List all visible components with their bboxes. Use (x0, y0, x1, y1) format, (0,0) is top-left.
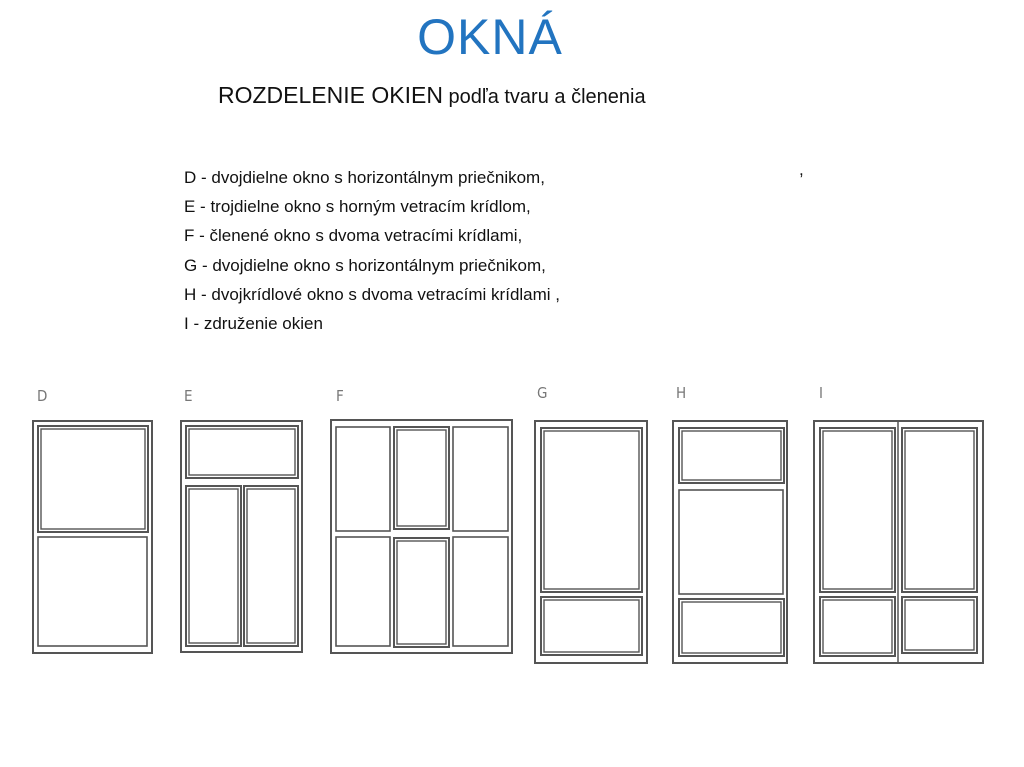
window-sash (820, 597, 895, 656)
window-sash (902, 428, 977, 592)
window-sash-inner (189, 429, 295, 475)
window-diagram-g (535, 421, 647, 663)
window-sash (820, 428, 895, 592)
window-frame (535, 421, 647, 663)
window-sash (394, 538, 449, 647)
window-label-f: F (336, 387, 344, 405)
window-sash-inner (823, 431, 892, 589)
window-frame (673, 421, 787, 663)
window-label-d: D (37, 387, 48, 405)
stray-mark: , (799, 160, 804, 179)
window-pane (38, 537, 147, 646)
list-item: H - dvojkrídlové okno s dvoma vetracími krídlami , (184, 284, 561, 304)
window-sash-inner (247, 489, 295, 643)
window-pane (336, 537, 390, 646)
window-pane (453, 427, 508, 531)
list-item: E - trojdielne okno s horným vetracím krídlom, (184, 197, 531, 217)
window-pane (453, 537, 508, 646)
window-sash-inner (682, 602, 781, 653)
window-label-g: G (537, 384, 548, 402)
window-sash (541, 428, 642, 592)
window-diagram-i (814, 421, 983, 663)
window-sash (38, 426, 148, 532)
window-pane (336, 427, 390, 531)
window-sash-inner (823, 600, 892, 653)
window-sash-inner (682, 431, 781, 480)
window-label-i: I (819, 384, 823, 402)
window-sash (679, 428, 784, 483)
window-diagram-e (181, 421, 302, 652)
window-sash (541, 597, 642, 655)
list-item: F - členené okno s dvoma vetracími krídlami, (184, 226, 523, 246)
window-sash (244, 486, 298, 646)
window-sash-inner (41, 429, 145, 529)
window-sash-inner (189, 489, 238, 643)
window-sash-inner (905, 600, 974, 650)
window-label-e: E (184, 387, 193, 405)
window-sash (186, 426, 298, 478)
window-diagram-d (33, 421, 152, 653)
subtitle-rest: podľa tvaru a členenia (442, 86, 646, 108)
window-sash (902, 597, 977, 653)
slide-title: OKNÁ (417, 9, 563, 65)
window-pane (679, 490, 783, 594)
window-sash-inner (905, 431, 974, 589)
window-sash-inner (397, 430, 446, 526)
window-sash-inner (397, 541, 446, 644)
window-diagram-h (673, 421, 787, 663)
list-item: G - dvojdielne okno s horizontálnym priečnikom, (184, 255, 546, 275)
window-label-h: H (676, 384, 687, 402)
window-sash-inner (544, 431, 639, 589)
window-sash (394, 427, 449, 529)
list-item: I - združenie okien (184, 314, 323, 334)
window-diagram-f (331, 420, 512, 653)
window-sash (679, 599, 784, 656)
window-sash-inner (544, 600, 639, 652)
window-sash (186, 486, 241, 646)
subtitle-main: ROZDELENIE OKIEN (218, 82, 443, 108)
list-item: D - dvojdielne okno s horizontálnym priečnikom, (184, 168, 545, 187)
